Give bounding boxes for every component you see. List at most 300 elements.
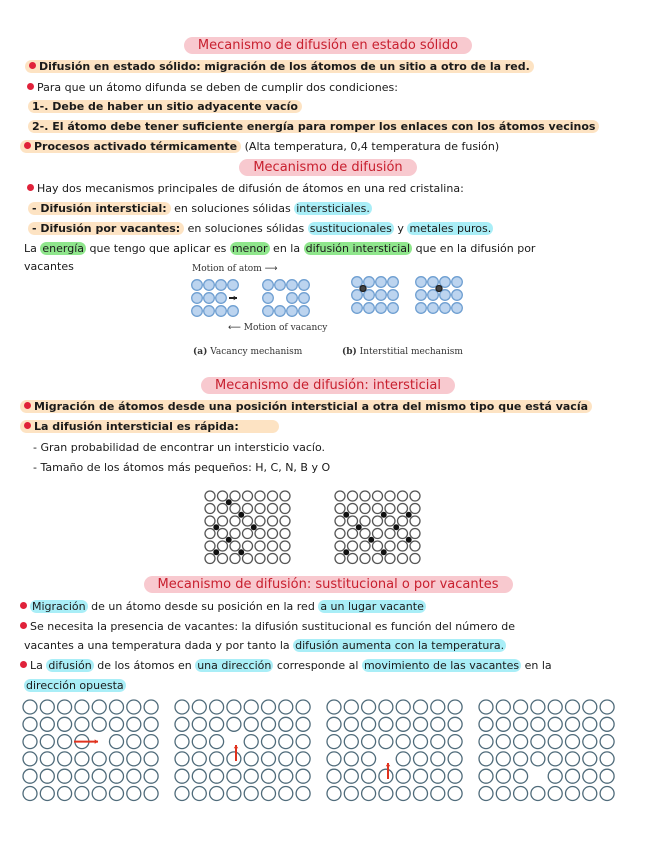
lattice-atom xyxy=(127,700,141,714)
lattice-atom xyxy=(262,717,276,731)
lattice-atom xyxy=(566,717,580,731)
motion-of-vacancy-label: ⟵ Motion of vacancy xyxy=(228,323,328,333)
lattice-atom xyxy=(583,752,597,766)
interstitial-atom xyxy=(406,512,411,517)
lattice-atom xyxy=(327,717,341,731)
vacancy-lattice-after xyxy=(263,280,310,317)
lattice-atom xyxy=(40,752,54,766)
section1-line5: Procesos activado térmicamente (Alta temperatura, 0,4 temperatura de fusión) xyxy=(20,139,499,155)
interstitial-atom xyxy=(394,525,399,530)
bullet-icon xyxy=(24,422,31,429)
vacancy-panel-3 xyxy=(327,700,462,801)
lattice-atom xyxy=(414,769,428,783)
host-atom xyxy=(218,541,228,551)
host-atom xyxy=(218,504,228,514)
lattice-atom xyxy=(428,303,439,314)
lattice-atom xyxy=(376,290,387,301)
lattice-atom xyxy=(204,293,215,304)
lattice-atom xyxy=(452,290,463,301)
lattice-atom xyxy=(448,735,462,749)
host-atom xyxy=(230,504,240,514)
lattice-atom xyxy=(75,752,89,766)
lattice-atom xyxy=(110,700,124,714)
interstitial-atom xyxy=(226,537,231,542)
lattice-atom xyxy=(279,769,293,783)
bullet-icon xyxy=(24,142,31,149)
interstitial-atom xyxy=(436,286,442,292)
lattice-atom xyxy=(344,717,358,731)
lattice-atom xyxy=(244,735,258,749)
host-atom xyxy=(373,554,383,564)
host-atom xyxy=(255,554,265,564)
section1-condition2: 2-. El átomo debe tener suficiente energía para romper los enlaces con los átomos vecinos xyxy=(28,119,599,135)
lattice-atom xyxy=(299,280,310,291)
lattice-atom xyxy=(531,717,545,731)
lattice-atom xyxy=(496,717,510,731)
section1-title: Mecanismo de difusión en estado sólido xyxy=(0,37,656,54)
lattice-atom xyxy=(262,700,276,714)
section1-line1: Difusión en estado sólido: migración de los átomos de un sitio a otro de la red. xyxy=(25,59,534,75)
lattice-atom xyxy=(192,787,206,801)
lattice-atom xyxy=(448,717,462,731)
section4-line4: La difusión de los átomos en una dirección corresponde al movimiento de las vacantes en la xyxy=(20,658,552,674)
host-atom xyxy=(410,516,420,526)
host-atom xyxy=(205,491,215,501)
section1-line2: Para que un átomo difunda se deben de cumplir dos condiciones: xyxy=(27,80,398,96)
host-atom xyxy=(385,491,395,501)
lattice-atom xyxy=(396,752,410,766)
lattice-atom xyxy=(379,735,393,749)
bullet-icon xyxy=(29,62,36,69)
lattice-atom xyxy=(388,290,399,301)
lattice-atom xyxy=(263,306,274,317)
lattice-atom xyxy=(440,303,451,314)
lattice-atom xyxy=(548,735,562,749)
section4-title: Mecanismo de difusión: sustitucional o por vacantes xyxy=(0,576,656,593)
lattice-atom xyxy=(388,303,399,314)
host-atom xyxy=(205,516,215,526)
section3-line1: Migración de átomos desde una posición intersticial a otra del mismo tipo que está vacía xyxy=(20,399,592,415)
lattice-atom xyxy=(192,293,203,304)
lattice-atom xyxy=(110,787,124,801)
lattice-atom xyxy=(548,700,562,714)
lattice-atom xyxy=(275,280,286,291)
vacancy-panel-2 xyxy=(175,700,310,801)
lattice-atom xyxy=(216,280,227,291)
lattice-atom xyxy=(192,700,206,714)
host-atom xyxy=(373,491,383,501)
lattice-atom xyxy=(210,700,224,714)
lattice-atom xyxy=(262,735,276,749)
lattice-atom xyxy=(144,752,158,766)
lattice-atom xyxy=(496,735,510,749)
lattice-atom xyxy=(514,700,528,714)
lattice-atom xyxy=(583,700,597,714)
lattice-atom xyxy=(275,306,286,317)
host-atom xyxy=(230,529,240,539)
interstitial-atom xyxy=(226,500,231,505)
lattice-atom xyxy=(40,735,54,749)
interstitial-atom xyxy=(214,550,219,555)
host-atom xyxy=(335,504,345,514)
interstitial-grid-after xyxy=(335,491,420,564)
lattice-atom xyxy=(75,717,89,731)
lattice-atom xyxy=(175,752,189,766)
host-atom xyxy=(335,554,345,564)
interstitial-diagram xyxy=(203,488,453,570)
lattice-atom xyxy=(287,306,298,317)
lattice-atom xyxy=(227,717,241,731)
host-atom xyxy=(348,554,358,564)
host-atom xyxy=(398,504,408,514)
host-atom xyxy=(280,516,290,526)
lattice-atom xyxy=(296,787,310,801)
host-atom xyxy=(348,504,358,514)
lattice-atom xyxy=(23,787,37,801)
lattice-atom xyxy=(566,700,580,714)
lattice-atom xyxy=(263,293,274,304)
host-atom xyxy=(385,541,395,551)
vacancy-panel-1 xyxy=(23,700,158,801)
bullet-icon xyxy=(24,402,31,409)
lattice-atom xyxy=(192,735,206,749)
lattice-atom xyxy=(296,700,310,714)
section2-title: Mecanismo de difusión xyxy=(0,159,656,176)
interstitial-atom xyxy=(381,550,386,555)
lattice-atom xyxy=(344,769,358,783)
host-atom xyxy=(280,504,290,514)
host-atom xyxy=(373,516,383,526)
host-atom xyxy=(268,516,278,526)
lattice-atom xyxy=(210,769,224,783)
host-atom xyxy=(335,516,345,526)
lattice-atom xyxy=(287,280,298,291)
interstitial-atom xyxy=(356,525,361,530)
section2-line1: Hay dos mecanismos principales de difusión de átomos en una red cristalina: xyxy=(27,181,464,197)
lattice-atom xyxy=(344,700,358,714)
lattice-atom xyxy=(296,717,310,731)
lattice-atom xyxy=(327,769,341,783)
bullet-icon xyxy=(20,602,27,609)
lattice-atom xyxy=(244,700,258,714)
lattice-atom xyxy=(262,787,276,801)
lattice-atom xyxy=(416,303,427,314)
lattice-atom xyxy=(227,787,241,801)
host-atom xyxy=(218,491,228,501)
lattice-atom xyxy=(379,717,393,731)
lattice-atom xyxy=(566,752,580,766)
host-atom xyxy=(385,516,395,526)
motion-of-atom-label: Motion of atom ⟶ xyxy=(192,264,278,274)
lattice-atom xyxy=(396,769,410,783)
lattice-atom xyxy=(583,717,597,731)
lattice-atom xyxy=(216,293,227,304)
atom-motion-arrow xyxy=(229,296,237,301)
lattice-atom xyxy=(40,769,54,783)
lattice-atom xyxy=(227,700,241,714)
lattice-atom xyxy=(75,787,89,801)
host-atom xyxy=(385,529,395,539)
lattice-atom xyxy=(414,735,428,749)
host-atom xyxy=(243,529,253,539)
mechanism-figure xyxy=(185,275,475,325)
lattice-atom xyxy=(414,717,428,731)
lattice-atom xyxy=(244,787,258,801)
host-atom xyxy=(410,491,420,501)
section4-line5: dirección opuesta xyxy=(26,679,124,692)
lattice-atom xyxy=(58,717,72,731)
lattice-atom xyxy=(192,280,203,291)
lattice-atom xyxy=(210,735,224,749)
lattice-atom xyxy=(600,752,614,766)
lattice-atom xyxy=(75,700,89,714)
lattice-atom xyxy=(175,717,189,731)
lattice-atom xyxy=(376,277,387,288)
lattice-atom xyxy=(414,752,428,766)
lattice-atom xyxy=(58,769,72,783)
lattice-atom xyxy=(192,306,203,317)
host-atom xyxy=(335,541,345,551)
interstitial-lattice-before xyxy=(352,277,399,314)
lattice-atom xyxy=(210,717,224,731)
lattice-atom xyxy=(583,735,597,749)
host-atom xyxy=(360,516,370,526)
lattice-atom xyxy=(362,700,376,714)
host-atom xyxy=(268,504,278,514)
host-atom xyxy=(230,491,240,501)
lattice-atom xyxy=(210,752,224,766)
lattice-atom xyxy=(127,787,141,801)
lattice-atom xyxy=(514,752,528,766)
lattice-atom xyxy=(431,769,445,783)
lattice-atom xyxy=(287,293,298,304)
lattice-atom xyxy=(58,735,72,749)
lattice-atom xyxy=(40,787,54,801)
lattice-atom xyxy=(299,293,310,304)
host-atom xyxy=(398,491,408,501)
lattice-atom xyxy=(92,769,106,783)
interstitial-atom xyxy=(360,286,366,292)
host-atom xyxy=(243,491,253,501)
lattice-atom xyxy=(514,769,528,783)
host-atom xyxy=(360,529,370,539)
caption-interstitial: (b) Interstitial mechanism xyxy=(342,347,463,357)
interstitial-atom xyxy=(239,512,244,517)
lattice-atom xyxy=(279,735,293,749)
section2-line3: - Difusión por vacantes: en soluciones sólidas sustitucionales y metales puros. xyxy=(28,221,493,237)
interstitial-atom xyxy=(381,512,386,517)
bullet-icon xyxy=(20,661,27,668)
lattice-atom xyxy=(344,752,358,766)
host-atom xyxy=(255,504,265,514)
lattice-atom xyxy=(396,700,410,714)
lattice-atom xyxy=(175,700,189,714)
section2-paragraph-cont: vacantes xyxy=(24,260,74,273)
bullet-icon xyxy=(27,83,34,90)
lattice-atom xyxy=(362,769,376,783)
lattice-atom xyxy=(566,769,580,783)
lattice-atom xyxy=(23,700,37,714)
section3-line2: La difusión intersticial es rápida: xyxy=(20,419,279,435)
lattice-atom xyxy=(583,787,597,801)
host-atom xyxy=(280,491,290,501)
interstitial-lattice-after xyxy=(416,277,463,314)
host-atom xyxy=(243,516,253,526)
lattice-atom xyxy=(244,752,258,766)
host-atom xyxy=(268,529,278,539)
lattice-atom xyxy=(192,717,206,731)
lattice-atom xyxy=(548,787,562,801)
lattice-atom xyxy=(175,769,189,783)
lattice-atom xyxy=(344,735,358,749)
lattice-atom xyxy=(110,752,124,766)
section3-title: Mecanismo de difusión: intersticial xyxy=(0,377,656,394)
lattice-atom xyxy=(228,280,239,291)
lattice-atom xyxy=(548,717,562,731)
vacancy-lattice-before xyxy=(192,280,239,317)
lattice-atom xyxy=(296,735,310,749)
lattice-atom xyxy=(279,787,293,801)
lattice-atom xyxy=(376,303,387,314)
host-atom xyxy=(230,516,240,526)
host-atom xyxy=(385,504,395,514)
lattice-atom xyxy=(204,280,215,291)
lattice-atom xyxy=(514,717,528,731)
lattice-atom xyxy=(479,769,493,783)
host-atom xyxy=(218,516,228,526)
host-atom xyxy=(268,541,278,551)
host-atom xyxy=(348,516,358,526)
lattice-atom xyxy=(92,717,106,731)
host-atom xyxy=(360,541,370,551)
interstitial-atom xyxy=(239,550,244,555)
lattice-atom xyxy=(514,787,528,801)
lattice-atom xyxy=(127,769,141,783)
host-atom xyxy=(373,504,383,514)
lattice-atom xyxy=(244,769,258,783)
lattice-atom xyxy=(23,769,37,783)
host-atom xyxy=(205,504,215,514)
interstitial-atom xyxy=(344,550,349,555)
section4-line1: Migración de un átomo desde su posición en la red a un lugar vacante xyxy=(20,599,426,615)
lattice-atom xyxy=(364,303,375,314)
host-atom xyxy=(243,541,253,551)
lattice-atom xyxy=(279,717,293,731)
lattice-atom xyxy=(531,752,545,766)
lattice-atom xyxy=(127,735,141,749)
host-atom xyxy=(255,541,265,551)
host-atom xyxy=(398,554,408,564)
lattice-atom xyxy=(75,769,89,783)
host-atom xyxy=(243,554,253,564)
interstitial-atom xyxy=(344,512,349,517)
lattice-atom xyxy=(479,717,493,731)
host-atom xyxy=(230,541,240,551)
interstitial-atom xyxy=(406,537,411,542)
host-atom xyxy=(398,541,408,551)
host-atom xyxy=(410,529,420,539)
lattice-atom xyxy=(296,769,310,783)
host-atom xyxy=(280,554,290,564)
lattice-atom xyxy=(144,717,158,731)
lattice-atom xyxy=(431,735,445,749)
lattice-atom xyxy=(92,752,106,766)
lattice-atom xyxy=(144,769,158,783)
lattice-atom xyxy=(531,735,545,749)
lattice-atom xyxy=(416,277,427,288)
section2-line2: - Difusión intersticial: en soluciones sólidas intersticiales. xyxy=(28,201,372,217)
section4-line2: Se necesita la presencia de vacantes: la difusión sustitucional es función del número de xyxy=(20,619,515,635)
lattice-atom xyxy=(40,717,54,731)
lattice-atom xyxy=(299,306,310,317)
lattice-atom xyxy=(479,752,493,766)
lattice-atom xyxy=(362,735,376,749)
lattice-atom xyxy=(362,717,376,731)
lattice-atom xyxy=(110,769,124,783)
lattice-atom xyxy=(531,700,545,714)
lattice-atom xyxy=(583,769,597,783)
lattice-atom xyxy=(431,717,445,731)
lattice-atom xyxy=(566,787,580,801)
lattice-atom xyxy=(262,752,276,766)
lattice-atom xyxy=(379,700,393,714)
host-atom xyxy=(218,554,228,564)
lattice-atom xyxy=(452,277,463,288)
lattice-atom xyxy=(175,787,189,801)
lattice-atom xyxy=(452,303,463,314)
section2-paragraph: La energía que tengo que aplicar es menor en la difusión intersticial que en la difusión por xyxy=(24,242,536,255)
lattice-atom xyxy=(496,700,510,714)
lattice-atom xyxy=(416,290,427,301)
lattice-atom xyxy=(92,700,106,714)
lattice-atom xyxy=(362,787,376,801)
lattice-atom xyxy=(23,717,37,731)
lattice-atom xyxy=(58,752,72,766)
bullet-icon xyxy=(20,622,27,629)
host-atom xyxy=(268,491,278,501)
lattice-atom xyxy=(431,700,445,714)
lattice-atom xyxy=(479,735,493,749)
host-atom xyxy=(268,554,278,564)
lattice-atom xyxy=(600,735,614,749)
lattice-atom xyxy=(414,700,428,714)
lattice-atom xyxy=(216,306,227,317)
host-atom xyxy=(360,554,370,564)
lattice-atom xyxy=(496,752,510,766)
lattice-atom xyxy=(227,769,241,783)
lattice-atom xyxy=(144,700,158,714)
lattice-atom xyxy=(448,787,462,801)
lattice-atom xyxy=(479,700,493,714)
host-atom xyxy=(255,529,265,539)
vacancy-panel-4 xyxy=(479,700,614,801)
host-atom xyxy=(410,504,420,514)
lattice-atom xyxy=(448,752,462,766)
lattice-atom xyxy=(279,700,293,714)
host-atom xyxy=(410,554,420,564)
lattice-atom xyxy=(396,717,410,731)
host-atom xyxy=(373,529,383,539)
host-atom xyxy=(398,516,408,526)
vacancy-sequence-diagram xyxy=(20,699,640,807)
lattice-atom xyxy=(600,769,614,783)
interstitial-atom xyxy=(214,525,219,530)
lattice-atom xyxy=(496,769,510,783)
lattice-atom xyxy=(110,717,124,731)
host-atom xyxy=(335,491,345,501)
lattice-atom xyxy=(431,787,445,801)
lattice-atom xyxy=(227,752,241,766)
